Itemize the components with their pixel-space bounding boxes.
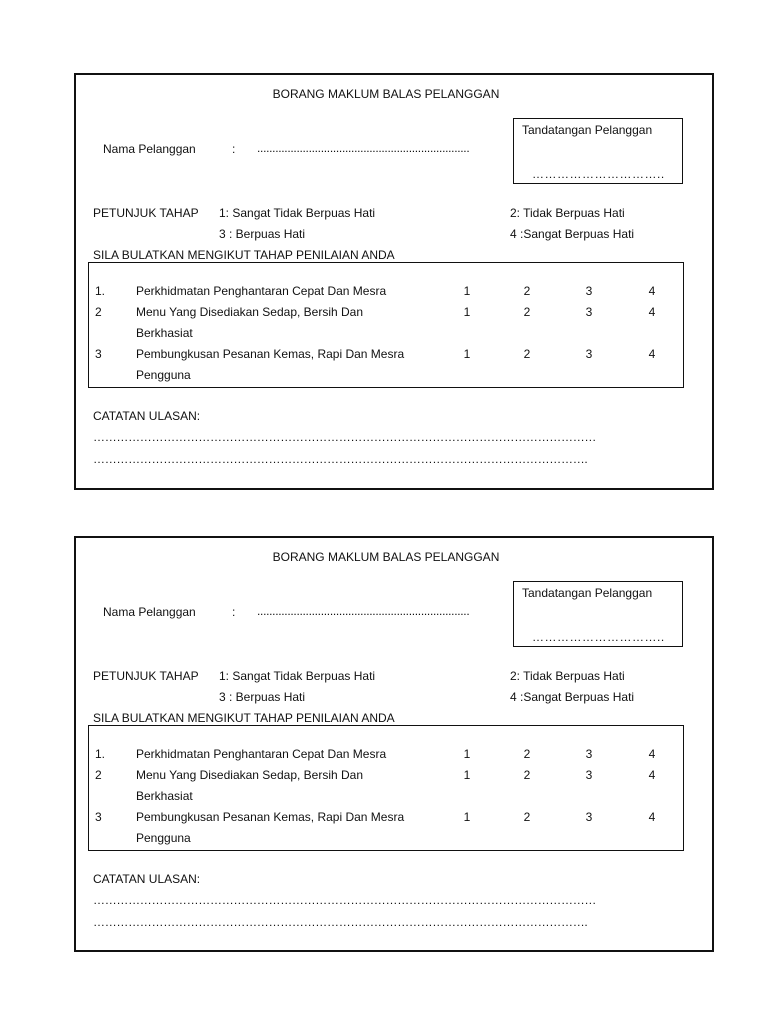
question-text: Perkhidmatan Penghantaran Cepat Dan Mesra — [136, 747, 387, 761]
comments-line[interactable]: ………………………………………………………………………………………………………………. — [93, 452, 588, 466]
scale-item-3: 3 : Berpuas Hati — [219, 690, 306, 704]
scale-item-3: 3 : Berpuas Hati — [219, 227, 306, 241]
rating-option-4[interactable]: 4 — [648, 284, 656, 298]
form-title: BORANG MAKLUM BALAS PELANGGAN — [272, 87, 500, 101]
feedback-form — [74, 73, 714, 490]
instruction-label: PETUNJUK TAHAP — [93, 669, 199, 683]
signature-box[interactable] — [513, 118, 683, 184]
rating-option-4[interactable]: 4 — [648, 747, 656, 761]
rating-option-2[interactable]: 2 — [523, 347, 531, 361]
rating-instruction: SILA BULATKAN MENGIKUT TAHAP PENILAIAN ANDA — [93, 711, 395, 725]
rating-option-3[interactable]: 3 — [585, 768, 593, 782]
comments-line[interactable]: ………………………………………………………………………………………………………………… — [93, 893, 597, 907]
question-text: Pembungkusan Pesanan Kemas, Rapi Dan Mesra — [136, 810, 405, 824]
rating-option-1[interactable]: 1 — [463, 810, 471, 824]
instruction-label: PETUNJUK TAHAP — [93, 206, 199, 220]
signature-line: ………………………….. — [532, 630, 665, 644]
signature-label: Tandatangan Pelanggan — [522, 123, 653, 137]
signature-label: Tandatangan Pelanggan — [522, 586, 653, 600]
rating-option-1[interactable]: 1 — [463, 284, 471, 298]
customer-name-colon: : — [232, 142, 236, 156]
comments-line[interactable]: ………………………………………………………………………………………………………………. — [93, 915, 588, 929]
question-text: Perkhidmatan Penghantaran Cepat Dan Mesra — [136, 284, 387, 298]
signature-box[interactable] — [513, 581, 683, 647]
scale-item-2: 2: Tidak Berpuas Hati — [510, 669, 625, 683]
form-title: BORANG MAKLUM BALAS PELANGGAN — [272, 550, 500, 564]
question-text: Pembungkusan Pesanan Kemas, Rapi Dan Mesra — [136, 347, 405, 361]
rating-option-3[interactable]: 3 — [585, 747, 593, 761]
question-number: 3 — [95, 347, 102, 361]
questions-box — [88, 262, 684, 388]
comments-line[interactable]: ………………………………………………………………………………………………………………… — [93, 430, 597, 444]
rating-option-3[interactable]: 3 — [585, 284, 593, 298]
customer-name-label: Nama Pelanggan — [103, 142, 196, 156]
rating-option-1[interactable]: 1 — [463, 305, 471, 319]
scale-item-4: 4 :Sangat Berpuas Hati — [510, 690, 635, 704]
question-text: Menu Yang Disediakan Sedap, Bersih Dan — [136, 305, 364, 319]
question-number: 3 — [95, 810, 102, 824]
feedback-form — [74, 536, 714, 952]
question-text-continued: Pengguna — [136, 368, 191, 382]
customer-name-field[interactable]: ...................................................................... — [257, 141, 470, 155]
question-text-continued: Pengguna — [136, 831, 191, 845]
rating-option-3[interactable]: 3 — [585, 305, 593, 319]
customer-name-label: Nama Pelanggan — [103, 605, 196, 619]
signature-line: ………………………….. — [532, 167, 665, 181]
rating-option-3[interactable]: 3 — [585, 810, 593, 824]
rating-option-4[interactable]: 4 — [648, 810, 656, 824]
rating-option-1[interactable]: 1 — [463, 768, 471, 782]
scale-item-4: 4 :Sangat Berpuas Hati — [510, 227, 635, 241]
comments-label: CATATAN ULASAN: — [93, 872, 201, 886]
rating-option-4[interactable]: 4 — [648, 347, 656, 361]
comments-label: CATATAN ULASAN: — [93, 409, 201, 423]
rating-option-1[interactable]: 1 — [463, 747, 471, 761]
question-number: 2 — [95, 305, 102, 319]
rating-option-3[interactable]: 3 — [585, 347, 593, 361]
scale-item-1: 1: Sangat Tidak Berpuas Hati — [219, 669, 376, 683]
rating-option-2[interactable]: 2 — [523, 810, 531, 824]
question-number: 2 — [95, 768, 102, 782]
question-text-continued: Berkhasiat — [136, 326, 193, 340]
rating-option-2[interactable]: 2 — [523, 747, 531, 761]
scale-item-2: 2: Tidak Berpuas Hati — [510, 206, 625, 220]
questions-box — [88, 725, 684, 851]
rating-option-2[interactable]: 2 — [523, 305, 531, 319]
customer-name-colon: : — [232, 605, 236, 619]
rating-instruction: SILA BULATKAN MENGIKUT TAHAP PENILAIAN ANDA — [93, 248, 395, 262]
customer-name-field[interactable]: ...................................................................... — [257, 604, 470, 618]
rating-option-2[interactable]: 2 — [523, 284, 531, 298]
question-number: 1. — [95, 747, 106, 761]
question-text: Menu Yang Disediakan Sedap, Bersih Dan — [136, 768, 364, 782]
rating-option-1[interactable]: 1 — [463, 347, 471, 361]
scale-item-1: 1: Sangat Tidak Berpuas Hati — [219, 206, 376, 220]
question-number: 1. — [95, 284, 106, 298]
rating-option-4[interactable]: 4 — [648, 305, 656, 319]
rating-option-4[interactable]: 4 — [648, 768, 656, 782]
question-text-continued: Berkhasiat — [136, 789, 193, 803]
rating-option-2[interactable]: 2 — [523, 768, 531, 782]
